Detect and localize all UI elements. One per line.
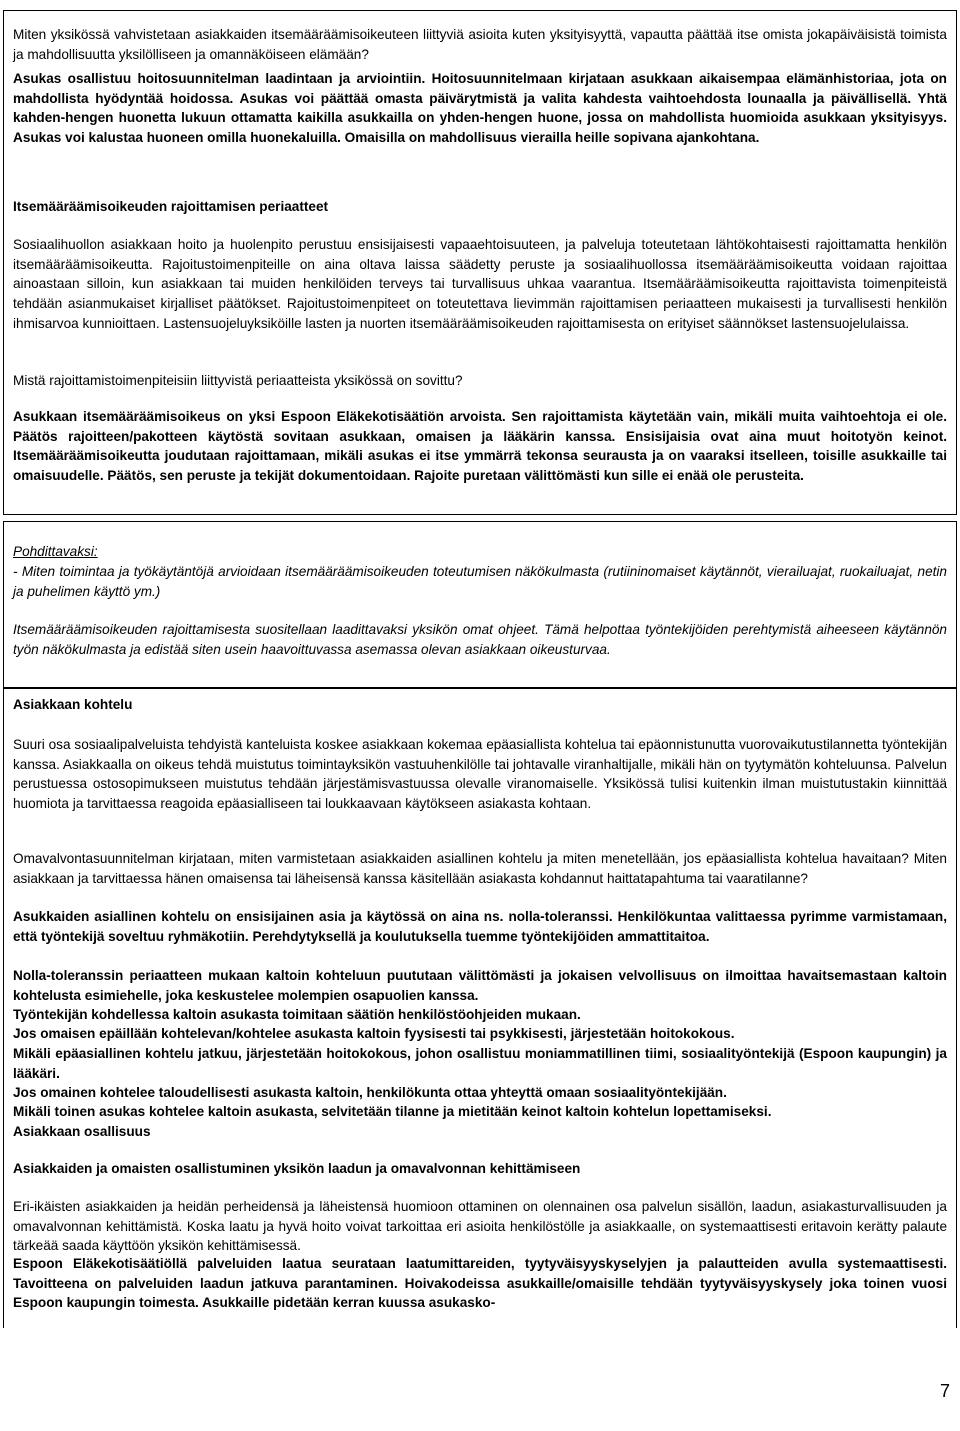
participation-bold: Espoon Eläkekotisäätiöllä palveluiden laatua seurataan laatumittareiden, tyytyväisyyskyselyjen ja palautteiden avulla systemaattisesti. Tavoitteena on palveluiden laadun jatkuva parantaminen. Hoivakodeissa asukkaille/omaisille tehdään tyytyväisyyskysely joka toinen vuosi Espoon kaupungin toimesta. Asukkaille pidetään kerran kuussa asukasko- bbox=[13, 1256, 947, 1311]
answer-restriction: Asukkaan itsemääräämisoikeus on yksi Espoon Eläkekotisäätiön arvoista. Sen rajoittamista käytetään vain, mikäli muita vaihtoehtoja ei ole. Päätös rajoitteen/pakotteen käytöstä sovitaan asukkaan, omaisen ja lääkärin kanssa. Ensisijaisia ovat aina muut hoitotyön keinot. Itsemääräämisoikeutta joudutaan rajoittamaan, mikäli asukas ei itse ymmärrä tekonsa seurausta ja on vaaraksi itselleen, toisille asukkaille tai omaisuudelle. Päätös, sen peruste ja tekijät dokumentoidaan. Rajoite puretaan välittömästi kun sille ei enää ole perusteita. bbox=[13, 409, 947, 484]
reflection-label bbox=[13, 542, 947, 562]
treatment-bold-4: Jos omaisen epäillään kohtelevan/kohtelee asukasta kaltoin fyysisesti tai psykkisesti, järjestetään hoitokokous. bbox=[13, 1026, 735, 1041]
treatment-bold-6: Jos omainen kohtelee taloudellisesti asukasta kaltoin, henkilökunta ottaa yhteyttä omaan sosiaalityöntekijään. bbox=[13, 1085, 727, 1100]
restriction-principles-body: Sosiaalihuollon asiakkaan hoito ja huolenpito perustuu ensisijaisesti vapaaehtoisuuteen, ja palveluja toteutetaan lähtökohtaisesti rajoittamatta henkilön itsemääräämisoikeutta. Rajoitustoimenpiteille on aina oltava laissa säädetty peruste ja sosiaalihuollossa itsemääräämisoikeutta voidaan rajoittaa ainoastaan silloin, kun asiakkaan tai muiden henkilöiden terveys tai turvallisuus uhkaa vaarantua. Itsemääräämisoikeutta rajoittavista toimenpiteistä tehdään asianmukaiset kirjalliset päätökset. Rajoitustoimenpiteet on toteutettava lievimmän rajoittamisen periaatteen mukaisesti ja turvallisesti henkilön ihmisarvoa kunnioittaen. Lastensuojeluyksiköille lasten ja nuorten itsemääräämisoikeuden rajoittamisesta on erityiset säännökset lastensuojelulaissa. bbox=[13, 237, 947, 331]
treatment-bold-2: Nolla-toleranssin periaatteen mukaan kaltoin kohteluun puututaan välittömästi ja jokaisen velvollisuus on ilmoittaa havaitsemastaan kaltoin kohtelusta esimiehelle, joka keskustelee molempien osapuolien kanssa. bbox=[13, 968, 947, 1003]
treatment-bold-1: Asukkaiden asiallinen kohtelu on ensisijainen asia ja käytössä on aina ns. nolla-toleranssi. Henkilökuntaa valittaessa pyrimme varmistamaan, että työntekijä soveltuu ryhmäkotiin. Perehdytyksellä ja koulutuksella tuemme työntekijöiden ammattitaitoa. bbox=[13, 909, 947, 944]
section-client-treatment bbox=[3, 688, 957, 1328]
intro-question: Miten yksikössä vahvistetaan asiakkaiden itsemääräämisoikeuteen liittyviä asioita kuten yksityisyyttä, vapautta päättää itse omista jokapäiväisistä toimista ja mahdollisuutta yksilölliseen ja omannäköiseen elämään? bbox=[13, 27, 947, 62]
section-self-determination bbox=[3, 10, 957, 515]
treatment-bold-7: Mikäli toinen asukas kohtelee kaltoin asukasta, selvitetään tilanne ja mietitään keinot kaltoin kohtelun lopettamiseksi. bbox=[13, 1104, 772, 1119]
heading-participation-development: Asiakkaiden ja omaisten osallistuminen yksikön laadun ja omavalvonnan kehittämiseen bbox=[13, 1161, 581, 1176]
heading-restriction-principles: Itsemääräämisoikeuden rajoittamisen periaatteet bbox=[13, 199, 329, 214]
page-number: 7 bbox=[940, 1381, 951, 1401]
answer-participation: Asukas osallistuu hoitosuunnitelman laadintaan ja arviointiin. Hoitosuunnitelmaan kirjataan asukkaan aikaisempaa elämänhistoriaa, jota on mahdollista hyödyntää hoidossa. Asukas voi päättää omasta päivärytmistä ja valita kahdesta vaihtoehdosta lounaalla ja päivällisellä. Yhtä kahden-hengen huonetta lukuun ottamatta kaikilla asukkailla on yhden-hengen huone, jossa on mahdollista huomioida asukkaan yksityisyys. Asukas voi kalustaa huoneen omilla huonekaluilla. Omaisilla on mahdollisuus vierailla heille sopivana ajankohtana. bbox=[13, 71, 947, 146]
reflection-line-2: Itsemääräämisoikeuden rajoittamisesta suositellaan laadittavaksi yksikön omat ohjeet. Tämä helpottaa työntekijöiden perehtymistä aiheeseen käytännön työn näkökulmasta ja edistää siten usein haavoittuvassa asemassa olevan asiakkaan oikeusturvaa. bbox=[13, 622, 947, 657]
client-treatment-body-2: Omavalvontasuunnitelman kirjataan, miten varmistetaan asiakkaiden asiallinen kohtelu ja miten menetellään, jos epäasiallista kohtelua havaitaan? Miten asiakkaan ja tarvittaessa hänen omaisensa tai läheisensä kanssa käsitellään asiakasta kohdannut haittatapahtuma tai vaaratilanne? bbox=[13, 851, 947, 886]
treatment-bold-3: Työntekijän kohdellessa kaltoin asukasta toimitaan säätiön henkilöstöohjeiden mukaan. bbox=[13, 1007, 581, 1022]
reflection-line-1: - Miten toimintaa ja työkäytäntöjä arvioidaan itsemääräämisoikeuden toteutumisen näkökulmasta (rutiininomaiset käytännöt, vierailuajat, ruokailuajat, netin ja puhelimen käyttö ym.) bbox=[13, 564, 947, 599]
section-reflection bbox=[3, 521, 957, 688]
treatment-bold-5: Mikäli epäasiallinen kohtelu jatkuu, järjestetään hoitokokous, johon osallistuu moniammatillinen tiimi, sosiaalityöntekijä (Espoon kaupungin) ja lääkäri. bbox=[13, 1046, 947, 1081]
reflection-label-text: Pohdittavaksi: bbox=[13, 544, 98, 559]
client-treatment-body-1: Suuri osa sosiaalipalveluista tehdyistä kanteluista koskee asiakkaan kokemaa epäasiallista kohtelua tai epäonnistunutta vuorovaikutustilannetta työntekijän kanssa. Asiakkaalla on oikeus tehdä muistutus toimintayksikön vastuuhenkilölle tai johtavalle viranhaltijalle, mikäli hän on tyytymätön kohteluunsa. Palvelun perustuessa ostosopimukseen muistutus tehdään järjestämisvastuussa olevalle viranomaiselle. Yksikössä tulisi kuitenkin ilman muistutustakin kiinnittää huomiota ja tarvittaessa reagoida epäasialliseen tai loukkaavaan käytökseen asiakasta kohtaan. bbox=[13, 737, 947, 812]
heading-client-participation: Asiakkaan osallisuus bbox=[13, 1124, 151, 1139]
heading-client-treatment: Asiakkaan kohtelu bbox=[13, 697, 133, 712]
participation-body: Eri-ikäisten asiakkaiden ja heidän perheidensä ja läheistensä huomioon ottaminen on olennainen osa palvelun sisällön, laadun, asiakasturvallisuuden ja omavalvonnan kehittämistä. Koska laatu ja hyvä hoito voivat tarkoittaa eri asioita henkilöstölle ja asiakkaalle, on systemaattisesti eritavoin kerätty palaute tärkeää saada käyttöön yksikön kehittämisessä. bbox=[13, 1199, 947, 1254]
restriction-question: Mistä rajoittamistoimenpiteisiin liittyvistä periaatteista yksikössä on sovittu? bbox=[13, 373, 463, 388]
